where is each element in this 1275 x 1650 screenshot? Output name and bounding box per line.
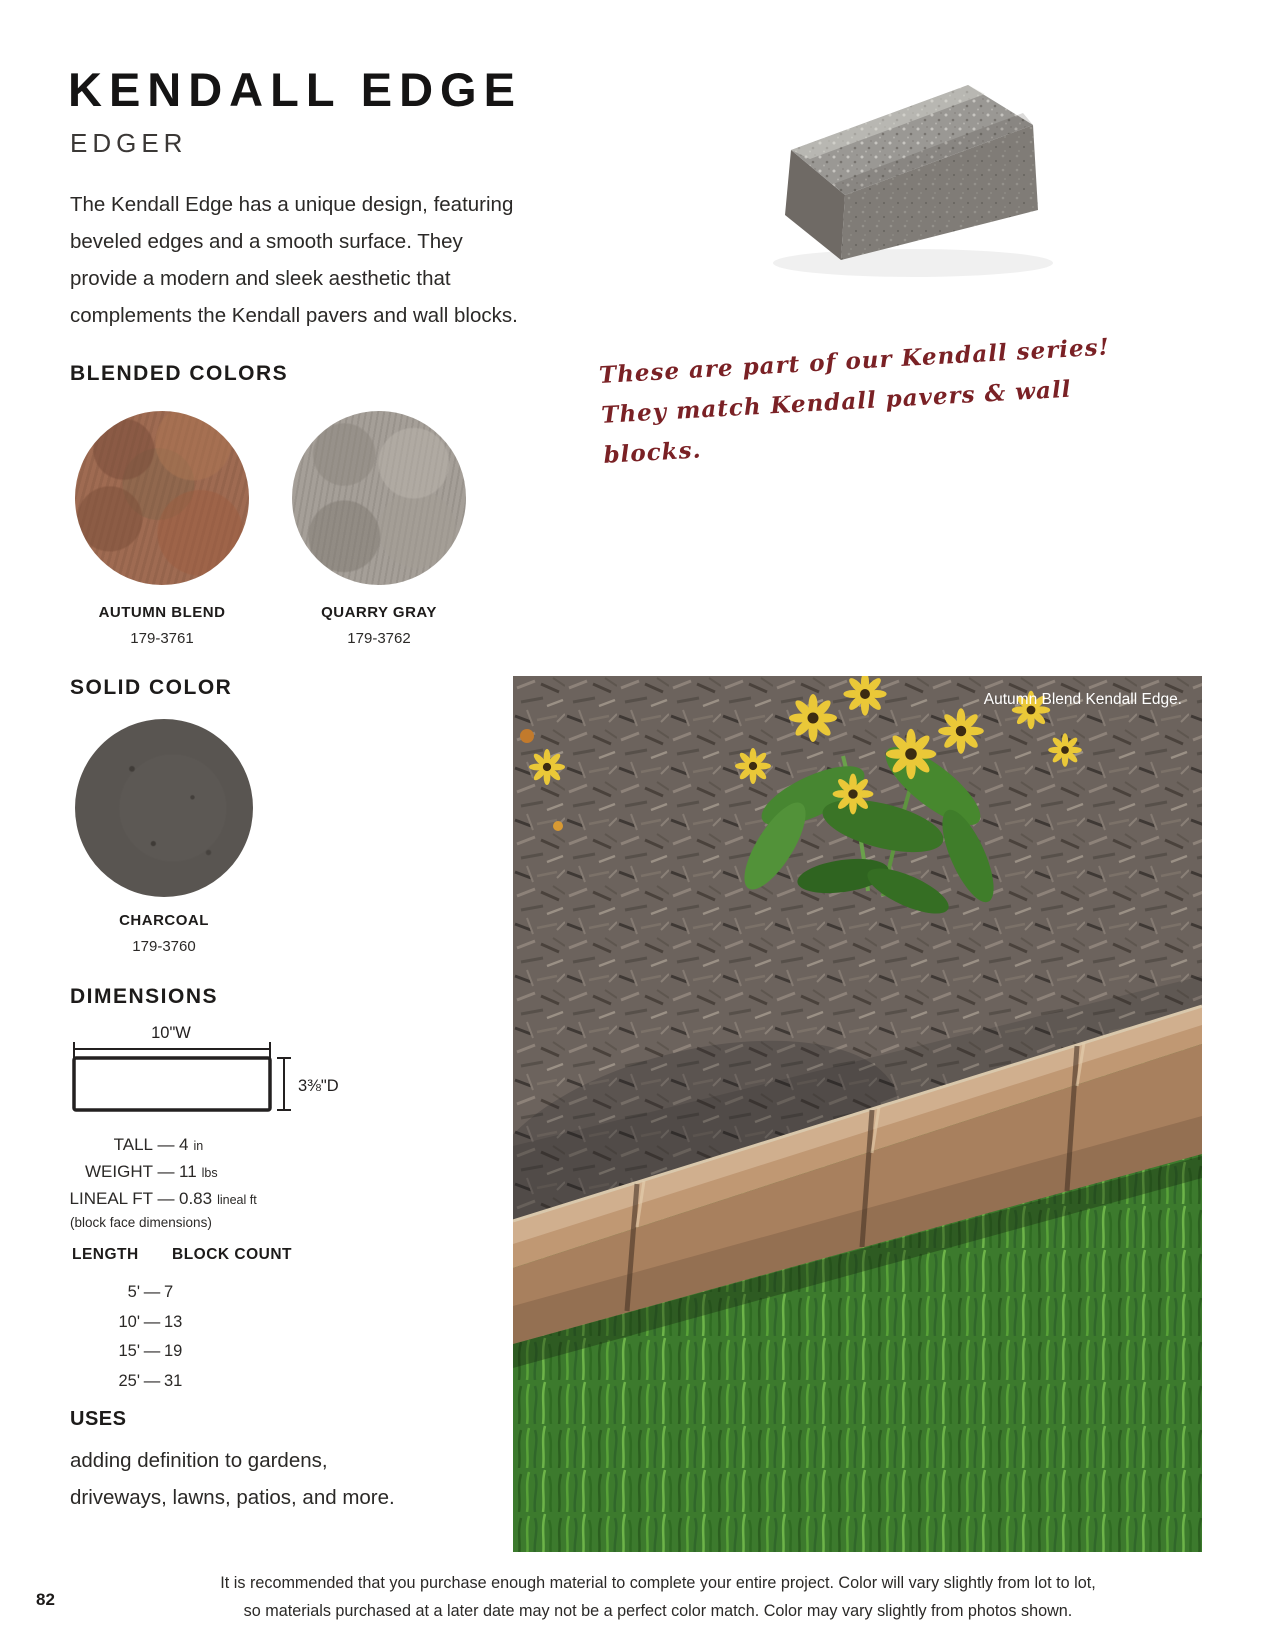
spec-label: TALL [113,1135,153,1154]
spec-label: LINEAL FT [69,1189,153,1208]
disclaimer-line: so materials purchased at a later date may not be a perfect color match. Color may vary slightly from photos shown. [243,1601,1073,1620]
spec-dash: — [157,1135,175,1154]
block-count-table [72,1246,352,1396]
spec-label: WEIGHT [85,1162,153,1181]
quarry-gray-swatch [292,411,466,585]
edger-block-illustration [733,55,1093,285]
handwritten-note [598,327,1124,476]
description-line: beveled edges and a smooth surface. They [70,230,463,253]
product-description [70,186,610,334]
product-type-subtitle: EDGER [70,128,188,158]
uses-line: driveways, lawns, patios, and more. [70,1486,395,1509]
dimensions-heading: DIMENSIONS [70,985,219,1008]
spec-list [56,1132,386,1230]
description-line: provide a modern and sleek aesthetic that [70,267,451,290]
spec-value: 4 in [179,1135,204,1154]
autumn-blend-swatch [75,411,249,585]
swatch-name: QUARRY GRAY [321,604,437,621]
spec-dash: — [157,1162,175,1181]
description-line: complements the Kendall pavers and wall blocks. [70,304,518,327]
dimensions-diagram [60,1016,390,1128]
swatch-code: 179-3761 [130,630,194,647]
block-count-column-header: BLOCK COUNT [172,1246,293,1263]
swatch-name: CHARCOAL [119,912,209,929]
swatch-name: AUTUMN BLEND [98,604,226,621]
table-row: 15' — 19 [118,1342,183,1360]
uses-text [70,1442,430,1516]
length-column-header: LENGTH [72,1246,139,1263]
table-row: 25' — 31 [118,1371,183,1390]
width-dimension-label: 10"W [151,1024,191,1042]
swatch-code: 179-3762 [347,630,411,647]
depth-dimension-label: 3⅜"D [298,1077,339,1095]
table-row: 5' — 7 [127,1283,174,1301]
uses-line: adding definition to gardens, [70,1449,328,1472]
block-dimension-drawing [60,1016,390,1128]
swatch-code: 179-3760 [132,938,196,955]
product-block-image [733,55,1093,285]
spec-row-tall [56,1132,386,1159]
footer-disclaimer [133,1570,1183,1625]
disclaimer-line: It is recommended that you purchase enough material to complete your entire project. Color will vary slightly from lot to lot, [220,1574,1096,1592]
photo-caption: Autumn Blend Kendall Edge. [983,691,1182,708]
spec-value: 11 lbs [179,1162,218,1181]
page-number: 82 [36,1590,55,1609]
page-title: KENDALL EDGE [68,63,522,116]
solid-color-heading: SOLID COLOR [70,676,233,699]
charcoal-swatch [75,719,253,897]
spec-value: 0.83 lineal ft [179,1189,257,1208]
lifestyle-photo [513,676,1202,1552]
spec-row-weight [56,1159,386,1186]
table-header [72,1246,352,1264]
note-line: These are part of our Kendall series! [598,333,1111,389]
table-row: 10' — 13 [118,1312,183,1331]
spec-dash: — [157,1189,175,1208]
spec-note: (block face dimensions) [70,1215,212,1230]
garden-edge-photo-illustration [513,676,1202,1552]
spec-row-lineal-ft [56,1186,386,1213]
description-line: The Kendall Edge has a unique design, featuring [70,193,514,216]
blended-colors-heading: BLENDED COLORS [70,362,289,385]
uses-heading: USES [70,1408,127,1430]
note-line: They match Kendall pavers & wall blocks. [600,375,1073,469]
